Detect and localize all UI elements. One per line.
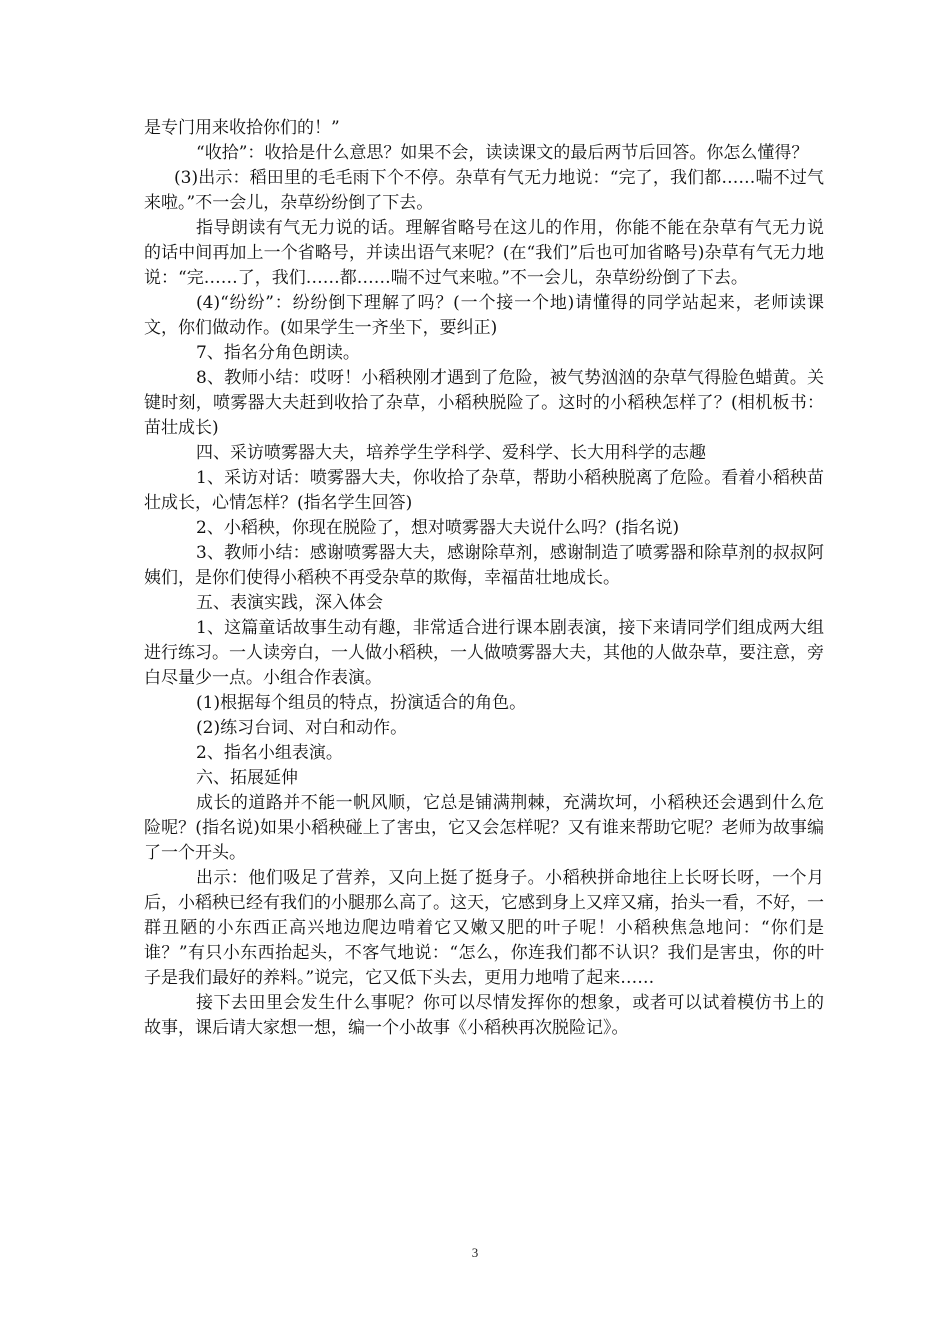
paragraph: 8、教师小结：哎呀！小稻秧刚才遇到了危险，被气势汹汹的杂草气得脸色蜡黄。关键时刻，喷雾器大夫赶到收拾了杂草，小稻秧脱险了。这时的小稻秧怎样了？(相机板书：苗壮成长) — [144, 368, 824, 438]
paragraph: 1、采访对话：喷雾器大夫，你收拾了杂草，帮助小稻秧脱离了危险。看着小稻秧苗壮成长，心情怎样？(指名学生回答) — [144, 468, 824, 513]
paragraph: (2)练习台词、对白和动作。 — [196, 718, 408, 738]
paragraph: (3)出示：稻田里的毛毛雨下个不停。杂草有气无力地说：“完了，我们都……喘不过气来啦。”不一会儿，杂草纷纷倒了下去。 — [144, 168, 824, 213]
paragraph: 出示：他们吸足了营养，又向上挺了挺身子。小稻秧拼命地往上长呀长呀，一个月后，小稻秧已经有我们的小腿那么高了。这天，它感到身上又痒又痛，抬头一看，不好，一群丑陋的小东西正高兴地边爬边啃着它又嫩又肥的叶子呢！小稻秧焦急地问：“你们是谁？”有只小东西抬起头，不客气地说：“怎么，你连我们都不认识？我们是害虫，你的叶子是我们最好的养料。”说完，它又低下头去，更用力地啃了起来…… — [144, 868, 824, 988]
page-number: 3 — [471, 1245, 479, 1260]
paragraph: “收拾”：收拾是什么意思？如果不会，读读课文的最后两节后回答。你怎么懂得？ — [196, 143, 809, 163]
paragraph: 3、教师小结：感谢喷雾器大夫，感谢除草剂，感谢制造了喷雾器和除草剂的叔叔阿姨们，是你们使得小稻秧不再受杂草的欺侮，幸福苗壮地成长。 — [144, 543, 824, 588]
paragraph: 指导朗读有气无力说的话。理解省略号在这儿的作用，你能不能在杂草有气无力说的话中间再加上一个省略号，并读出语气来呢？(在“我们”后也可加省略号)杂草有气无力地说：“完……了，我们……都……喘不过气来啦。”不一会儿，杂草纷纷倒了下去。 — [144, 218, 824, 288]
paragraph: 四、采访喷雾器大夫，培养学生学科学、爱科学、长大用科学的志趣 — [196, 443, 706, 463]
paragraph: 1、这篇童话故事生动有趣，非常适合进行课本剧表演，接下来请同学们组成两大组进行练习。一人读旁白，一人做小稻秧，一人做喷雾器大夫，其他的人做杂草，要注意，旁白尽量少一点。小组合作表演。 — [144, 618, 824, 688]
document-body — [144, 116, 824, 1041]
paragraph: 2、指名小组表演。 — [196, 743, 343, 763]
paragraph: 是专门用来收拾你们的！” — [144, 118, 340, 138]
paragraph: 接下去田里会发生什么事呢？你可以尽情发挥你的想象，或者可以试着模仿书上的故事，课后请大家想一想，编一个小故事《小稻秧再次脱险记》。 — [144, 993, 824, 1038]
paragraph: 7、指名分角色朗读。 — [196, 343, 360, 363]
paragraph: (1)根据每个组员的特点，扮演适合的角色。 — [196, 693, 527, 713]
paragraph: 五、表演实践，深入体会 — [196, 593, 383, 613]
paragraph: 成长的道路并不能一帆风顺，它总是铺满荆棘，充满坎坷，小稻秧还会遇到什么危险呢？(指名说)如果小稻秧碰上了害虫，它又会怎样呢？又有谁来帮助它呢？老师为故事编了一个开头。 — [144, 793, 824, 863]
paragraph: 六、拓展延伸 — [196, 768, 298, 788]
paragraph: (4)“纷纷”：纷纷倒下理解了吗？(一个接一个地)请懂得的同学站起来，老师读课文，你们做动作。(如果学生一齐坐下，要纠正) — [144, 293, 824, 338]
paragraph: 2、小稻秧，你现在脱险了，想对喷雾器大夫说什么吗？(指名说) — [196, 518, 680, 538]
